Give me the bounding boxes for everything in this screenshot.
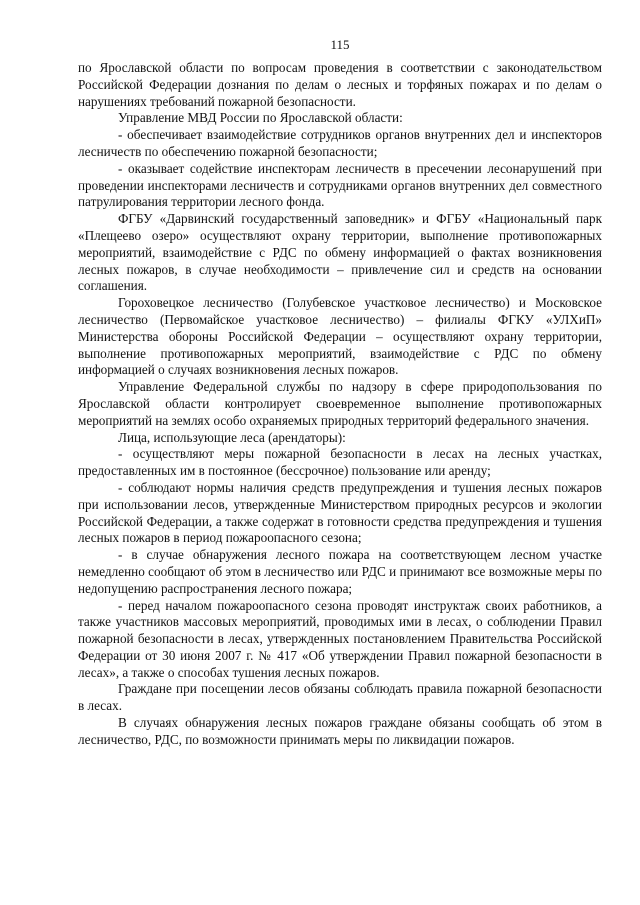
paragraph-continuation: по Ярославской области по вопросам проведения в соответствии с законодательством Российской Федерации дознания по делам о лесных и торфяных пожарах и по делам о нарушениях требований пожарной безопасности.: [78, 60, 602, 109]
paragraph-mvd-item-1: - обеспечивает взаимодействие сотрудников органов внутренних дел и инспекторов лесничеств по обеспечению пожарной безопасности;: [78, 127, 602, 159]
paragraph-lessees-item-3: - в случае обнаружения лесного пожара на соответствующем лесном участке немедленно сообщают об этом в лесничество или РДС и принимают все возможные меры по недопущению распространения лесного пожара;: [78, 547, 602, 596]
paragraph-rosprirodnadzor: Управление Федеральной службы по надзору в сфере природопользования по Ярославской области контролирует своевременное выполнение противопожарных мероприятий на землях особо охраняемых природных территорий федерального значения.: [78, 379, 602, 428]
paragraph-lessees-item-2: - соблюдают нормы наличия средств предупреждения и тушения лесных пожаров при использовании лесов, утвержденные Министерством природных ресурсов и экологии Российской Федерации, а также содержат в готовности средства предупреждения и тушения лесных пожаров в период пожароопасного сезона;: [78, 479, 602, 546]
paragraph-citizens-rules: Граждане при посещении лесов обязаны соблюдать правила пожарной безопасности в лесах.: [78, 681, 602, 714]
paragraph-lessees-item-4: - перед началом пожароопасного сезона проводят инструктаж своих работников, а также участников массовых мероприятий, проводимых ими в лесах, о соблюдении Правил пожарной безопасности в лесах, утвержденных постановлением Правительства Российской Федерации от 30 июня 2007 г. № 417 «Об утверждении Правил пожарной безопасности в лесах», а также о способах тушения лесных пожаров.: [78, 597, 602, 680]
paragraph-mvd-item-2: - оказывает содействие инспекторам лесничеств в пресечении лесонарушений при проведении инспекторами лесничеств и сотрудниками органов внутренних дел совместного патрулирования территории лесного фонда.: [78, 160, 602, 210]
page-number: 115: [330, 37, 350, 52]
paragraph-lessees-heading: Лица, использующие леса (арендаторы):: [118, 429, 346, 445]
paragraph-lessees-item-1: - осуществляют меры пожарной безопасности в лесах на лесных участках, предоставленных им в постоянное (бессрочное) пользование или аренду;: [78, 446, 602, 479]
paragraph-military-forestry: Гороховецкое лесничество (Голубевское участковое лесничество) и Московское лесничество (Первомайское участковое лесничество) – филиалы ФГКУ «УЛХиП» Министерства обороны Российской Федерации – осуществляют охрану территории, выполнение противопожарных мероприятий, взаимодействие с РДС по обмену информацией о случаях возникновения лесных пожаров.: [78, 295, 602, 378]
paragraph-reserves: ФГБУ «Дарвинский государственный заповедник» и ФГБУ «Национальный парк «Плещеево озеро» осуществляют охрану территории, выполнение противопожарных мероприятий, взаимодействие с РДС по обмену информацией о фактах возникновения лесных пожаров, в случае необходимости – привлечение сил и средств на основании соглашения.: [78, 211, 602, 294]
paragraph-mvd-heading: Управление МВД России по Ярославской области:: [118, 110, 403, 126]
paragraph-citizens-report: В случаях обнаружения лесных пожаров граждане обязаны сообщать об этом в лесничество, РДС, по возможности принимать меры по ликвидации пожаров.: [78, 715, 602, 747]
